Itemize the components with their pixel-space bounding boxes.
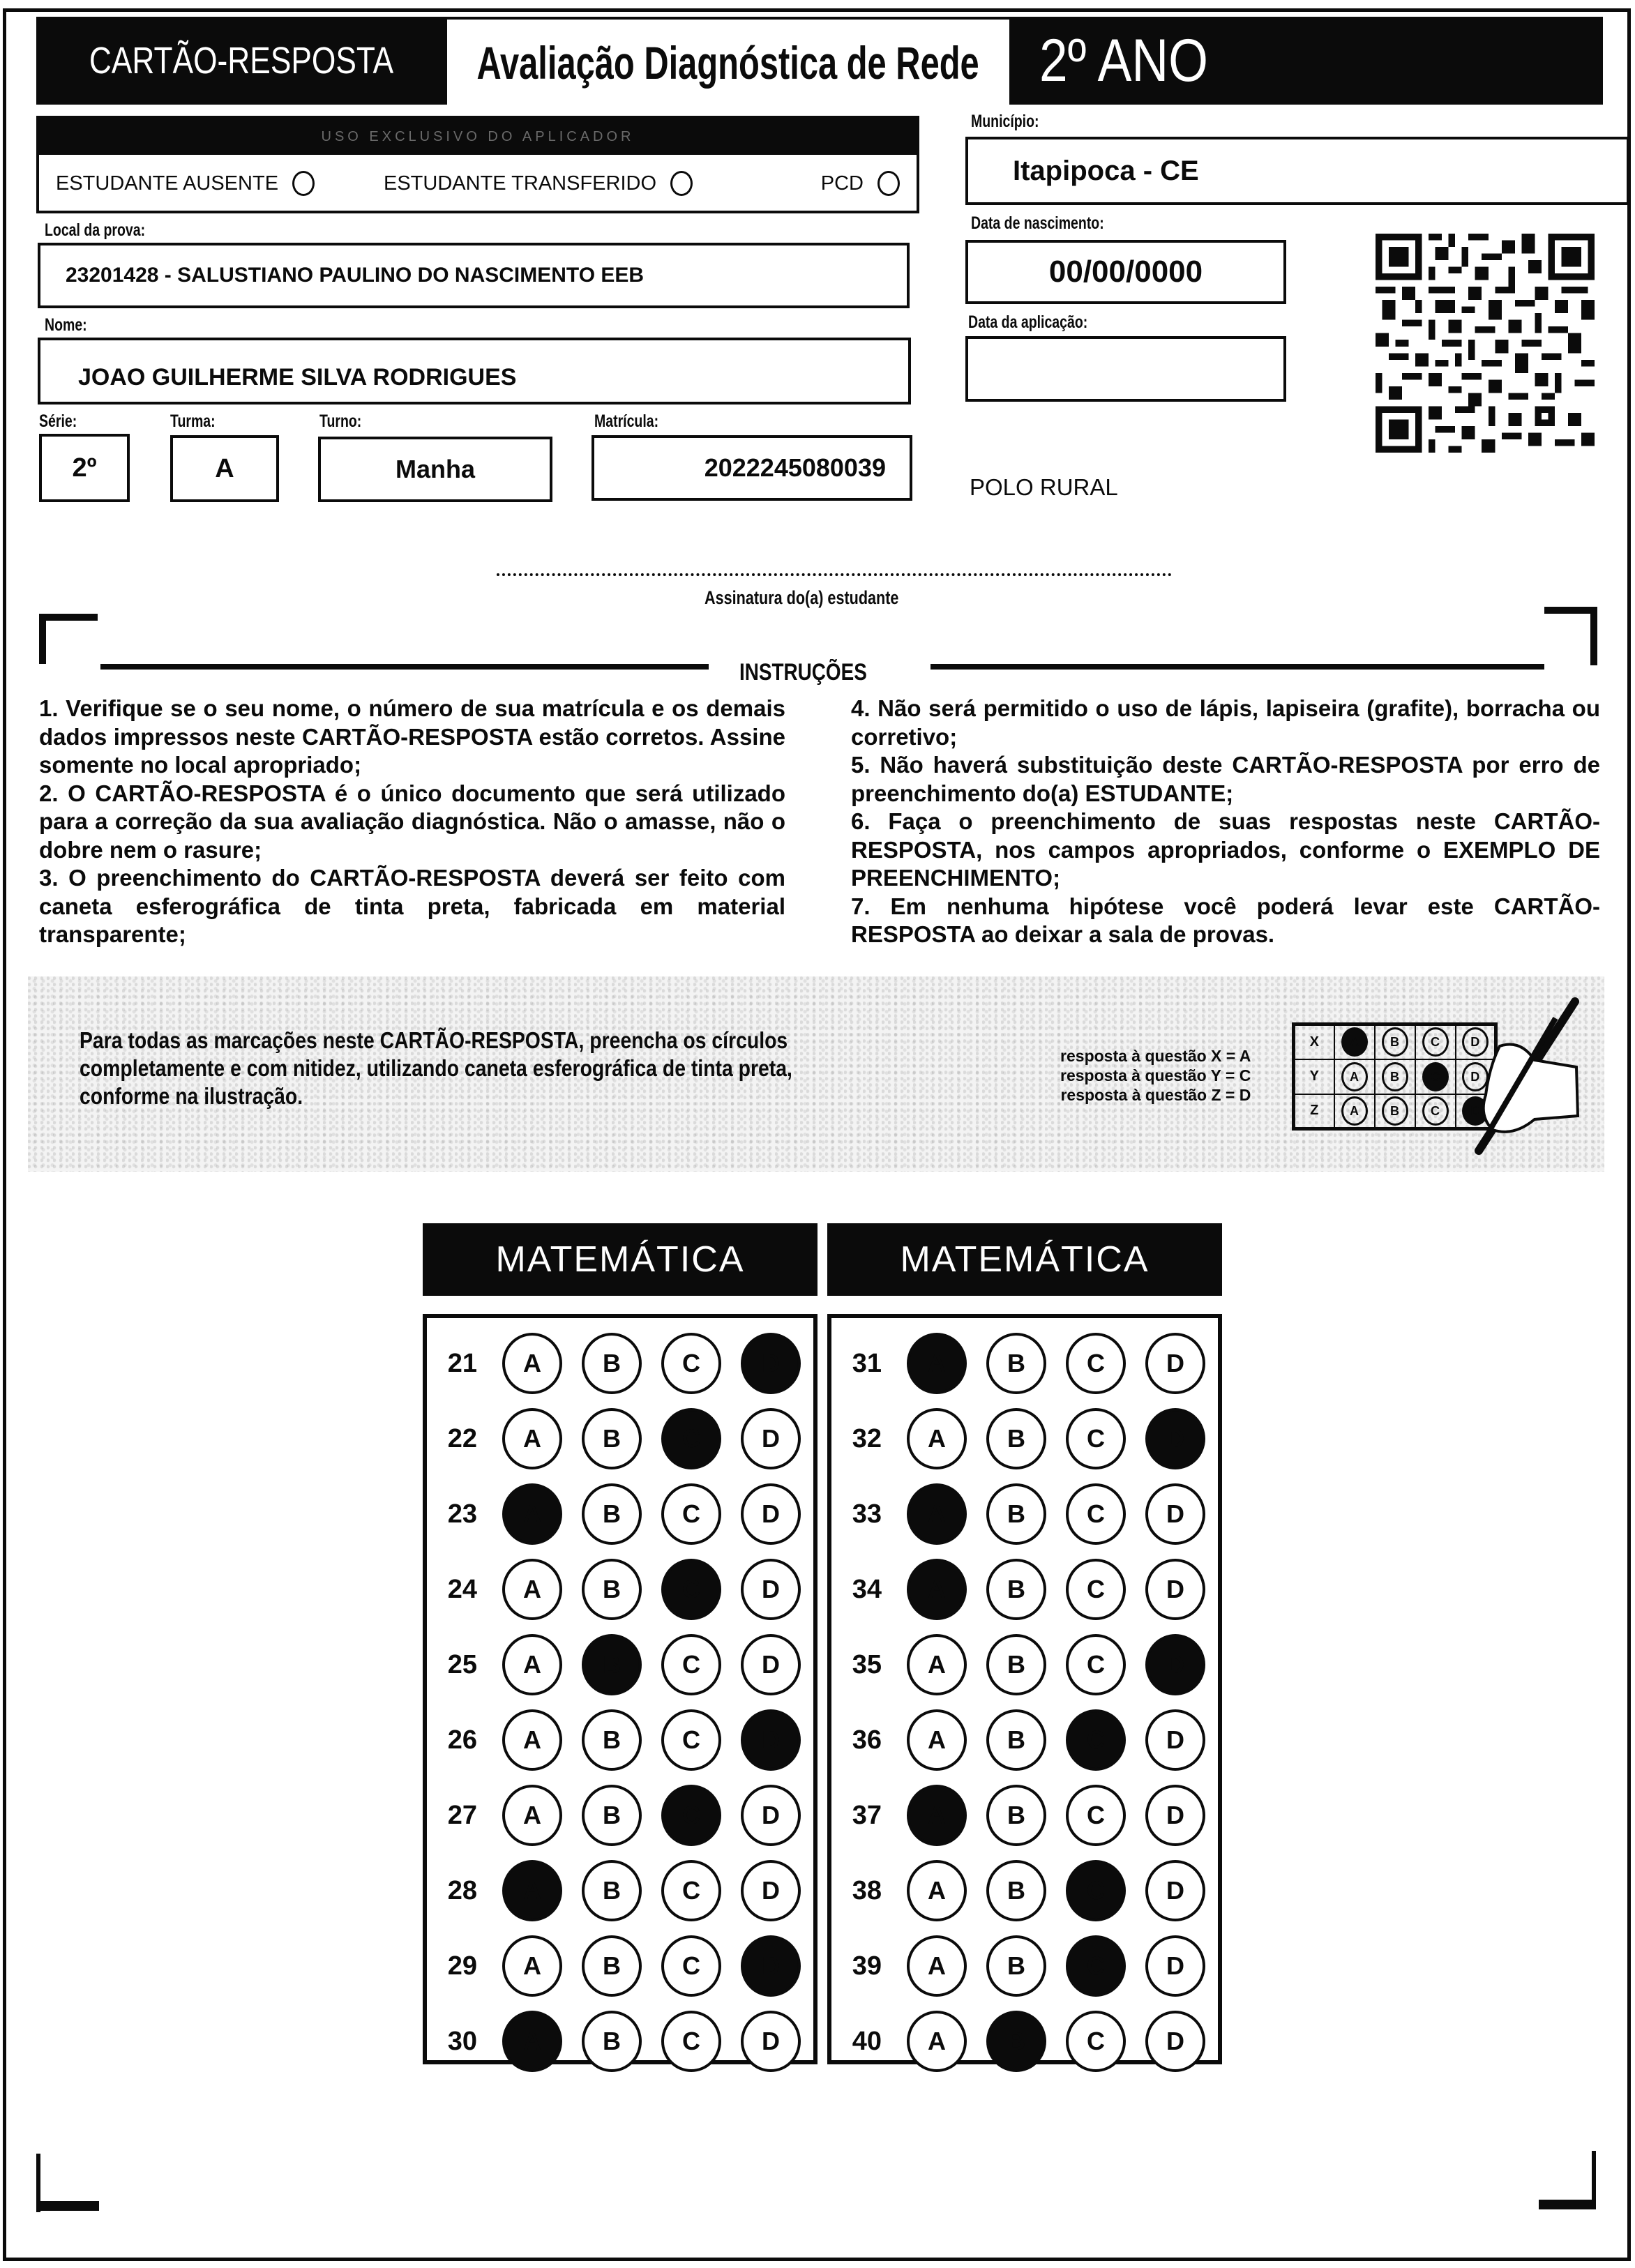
- local-value: 23201428 - SALUSTIANO PAULINO DO NASCIMENTO EEB: [66, 264, 645, 287]
- answer-bubble[interactable]: D: [741, 2011, 801, 2072]
- turma-value: A: [215, 453, 234, 483]
- answer-bubble-filled[interactable]: A: [907, 1785, 967, 1846]
- exam-title: Avaliação Diagnóstica de Rede: [476, 37, 980, 89]
- answer-bubble[interactable]: B: [986, 1333, 1046, 1394]
- answer-bubble[interactable]: D: [1145, 2011, 1205, 2072]
- question-number: 40: [852, 2026, 882, 2056]
- answer-bubble[interactable]: A: [907, 1634, 967, 1695]
- answer-bubble[interactable]: B: [582, 1408, 642, 1469]
- answer-bubble-filled[interactable]: C: [661, 1408, 721, 1469]
- serie-label: Série:: [39, 411, 77, 431]
- nascimento-value: 00/00/0000: [1048, 255, 1203, 289]
- answer-bubble[interactable]: A: [502, 1785, 562, 1846]
- nascimento-field: [965, 240, 1286, 304]
- question-number: 34: [852, 1574, 882, 1604]
- instructions-divider-left: [100, 664, 709, 670]
- question-row: [831, 1859, 1205, 1922]
- question-row: [427, 1859, 801, 1922]
- answer-bubble-filled[interactable]: A: [502, 1483, 562, 1545]
- answer-bubble[interactable]: C: [661, 2011, 721, 2072]
- question-row: [427, 1558, 801, 1621]
- answer-bubble[interactable]: B: [582, 1709, 642, 1771]
- example-bubble: A: [1341, 1096, 1368, 1126]
- answer-bubble[interactable]: C: [1066, 1634, 1126, 1695]
- question-row: [831, 1633, 1205, 1696]
- question-row: [427, 1407, 801, 1470]
- nascimento-label: Data de nascimento:: [971, 213, 1104, 233]
- answer-bubble[interactable]: B: [986, 1408, 1046, 1469]
- answer-bubble[interactable]: B: [986, 1935, 1046, 1997]
- instruction-item: 4. Não será permitido o uso de lápis, lapiseira (grafite), borracha ou corretivo;: [851, 695, 1600, 750]
- corner-marker-tr: [1544, 607, 1597, 614]
- answer-bubble[interactable]: B: [986, 1709, 1046, 1771]
- question-number: 37: [852, 1800, 882, 1830]
- example-bubble-filled: C: [1422, 1062, 1449, 1091]
- answer-bubble[interactable]: A: [502, 1559, 562, 1620]
- answer-bubble[interactable]: B: [986, 1483, 1046, 1545]
- question-number: 21: [447, 1348, 477, 1378]
- corner-marker-tl: [39, 614, 98, 621]
- corner-marker-tr: [1590, 607, 1597, 665]
- instructions-divider-right: [930, 664, 1544, 670]
- filling-example-keys: [1060, 1046, 1251, 1105]
- question-number: 23: [447, 1499, 477, 1529]
- card-title: CARTÃO-RESPOSTA: [89, 40, 394, 82]
- radio-circle[interactable]: [292, 171, 315, 196]
- instructions-left-column: [39, 695, 785, 949]
- question-number: 36: [852, 1725, 882, 1755]
- answer-bubble[interactable]: D: [741, 1408, 801, 1469]
- answer-bubble[interactable]: B: [582, 1333, 642, 1394]
- local-field: [38, 243, 910, 308]
- answer-bubble-filled[interactable]: D: [1145, 1408, 1205, 1469]
- question-row: [427, 2010, 801, 2073]
- turno-field: [318, 437, 552, 502]
- question-row: [831, 1332, 1205, 1395]
- question-number: 27: [447, 1800, 477, 1830]
- answer-bubble[interactable]: B: [986, 1634, 1046, 1695]
- instructions-right-column: [851, 695, 1600, 949]
- answer-bubble[interactable]: A: [502, 1709, 562, 1771]
- question-number: 38: [852, 1875, 882, 1905]
- answer-bubble[interactable]: B: [986, 1559, 1046, 1620]
- polo-label: POLO RURAL: [970, 474, 1118, 500]
- option-pcd[interactable]: [821, 171, 900, 196]
- answer-bubble-filled[interactable]: D: [741, 1935, 801, 1997]
- question-row: [831, 1709, 1205, 1771]
- question-number: 26: [447, 1725, 477, 1755]
- answer-bubble[interactable]: D: [1145, 1935, 1205, 1997]
- answer-bubble[interactable]: D: [741, 1559, 801, 1620]
- answer-bubble[interactable]: B: [986, 1860, 1046, 1921]
- qr-code-icon: [1376, 232, 1595, 455]
- example-bubble-filled: A: [1341, 1027, 1368, 1057]
- question-row: [427, 1332, 801, 1395]
- answer-bubble-filled[interactable]: D: [1145, 1634, 1205, 1695]
- answer-bubble[interactable]: A: [907, 1860, 967, 1921]
- answer-bubble[interactable]: C: [661, 1483, 721, 1545]
- answer-bubble[interactable]: C: [661, 1709, 721, 1771]
- answer-bubble[interactable]: D: [741, 1785, 801, 1846]
- answer-bubble-filled[interactable]: B: [986, 2011, 1046, 2072]
- subject-header-1: MATEMÁTICA: [423, 1223, 818, 1296]
- answer-bubble[interactable]: A: [502, 1333, 562, 1394]
- example-bubble: C: [1422, 1096, 1449, 1126]
- instruction-item: 7. Em nenhuma hipótese você poderá levar este CARTÃO-RESPOSTA ao deixar a sala de provas.: [851, 893, 1600, 947]
- answer-bubble[interactable]: B: [582, 1935, 642, 1997]
- radio-circle[interactable]: [670, 171, 693, 196]
- question-number: 32: [852, 1423, 882, 1453]
- corner-marker-tl: [39, 614, 46, 664]
- applicator-options: [56, 166, 900, 201]
- answer-bubble-filled[interactable]: A: [907, 1333, 967, 1394]
- answer-bubble[interactable]: B: [582, 1860, 642, 1921]
- example-question: X: [1294, 1025, 1334, 1059]
- answer-bubble[interactable]: D: [741, 1634, 801, 1695]
- question-row: [831, 2010, 1205, 2073]
- question-number: 35: [852, 1649, 882, 1679]
- answer-bubble[interactable]: C: [1066, 1333, 1126, 1394]
- municipio-field: [965, 137, 1629, 205]
- example-question: Y: [1294, 1059, 1334, 1094]
- question-row: [427, 1633, 801, 1696]
- answer-bubble[interactable]: A: [907, 1935, 967, 1997]
- answer-grid-1: [423, 1314, 818, 2064]
- applicator-box: [36, 116, 919, 213]
- filling-example-text: Para todas as marcações neste CARTÃO-RESPOSTA, preencha os círculos completamente e com nitidez, utilizando caneta esferográfica de tinta preta, conforme na ilustração.: [80, 1027, 792, 1109]
- option-label: PCD: [820, 172, 864, 195]
- answer-bubble[interactable]: C: [661, 1935, 721, 1997]
- example-bubble: C: [1422, 1027, 1449, 1057]
- question-number: 33: [852, 1499, 882, 1529]
- matricula-value: 2022245080039: [704, 453, 886, 482]
- answer-bubble[interactable]: D: [1145, 1559, 1205, 1620]
- answer-bubble[interactable]: A: [502, 1634, 562, 1695]
- answer-bubble-filled[interactable]: B: [582, 1634, 642, 1695]
- hand-pen-illustration-icon: [1451, 997, 1583, 1165]
- example-bubble: B: [1382, 1062, 1408, 1091]
- answer-grid-2: [827, 1314, 1222, 2064]
- answer-bubble[interactable]: C: [1066, 1408, 1126, 1469]
- answer-bubble[interactable]: B: [582, 1559, 642, 1620]
- municipio-value: Itapipoca - CE: [1013, 155, 1199, 186]
- answer-bubble-filled[interactable]: C: [661, 1785, 721, 1846]
- answer-bubble-filled[interactable]: A: [502, 1860, 562, 1921]
- answer-bubble[interactable]: C: [661, 1333, 721, 1394]
- answer-bubble-filled[interactable]: A: [907, 1483, 967, 1545]
- aplicacao-field[interactable]: [965, 336, 1286, 402]
- question-row: [831, 1483, 1205, 1545]
- question-number: 22: [447, 1423, 477, 1453]
- instruction-item: 1. Verifique se o seu nome, o número de sua matrícula e os demais dados impressos neste CARTÃO-RESPOSTA estão corretos. Assine somente no local apropriado;: [39, 695, 785, 778]
- instructions-title: INSTRUÇÕES: [739, 659, 867, 686]
- answer-bubble[interactable]: C: [1066, 1559, 1126, 1620]
- instruction-item: 3. O preenchimento do CARTÃO-RESPOSTA deverá ser feito com caneta esferográfica de tinta preta, fabricada em material transparente;: [39, 865, 785, 947]
- answer-bubble-filled[interactable]: A: [502, 2011, 562, 2072]
- corner-marker-bl: [36, 2201, 99, 2211]
- answer-bubble-filled[interactable]: C: [1066, 1709, 1126, 1771]
- answer-bubble[interactable]: D: [1145, 1709, 1205, 1771]
- answer-bubble[interactable]: B: [582, 1483, 642, 1545]
- question-number: 31: [852, 1348, 882, 1378]
- answer-bubble[interactable]: A: [907, 1408, 967, 1469]
- matricula-field: [592, 435, 912, 501]
- question-row: [427, 1935, 801, 1997]
- question-row: [831, 1558, 1205, 1621]
- instruction-item: 6. Faça o preenchimento de suas respostas neste CARTÃO-RESPOSTA, nos campos apropriados, conforme o EXEMPLO DE PREENCHIMENTO;: [851, 808, 1600, 891]
- turno-value: Manha: [395, 455, 475, 483]
- exam-title-box: [447, 20, 1009, 106]
- answer-bubble[interactable]: D: [1145, 1785, 1205, 1846]
- question-number: 39: [852, 1951, 882, 1981]
- answer-bubble[interactable]: D: [741, 1860, 801, 1921]
- subject-header-2: MATEMÁTICA: [827, 1223, 1222, 1296]
- question-row: [427, 1709, 801, 1771]
- serie-value: 2º: [72, 453, 97, 483]
- answer-bubble-filled[interactable]: D: [741, 1333, 801, 1394]
- example-bubble: B: [1382, 1096, 1408, 1126]
- example-bubble-filled: D: [1462, 1096, 1489, 1126]
- answer-bubble-filled[interactable]: A: [907, 1559, 967, 1620]
- answer-bubble[interactable]: B: [582, 1785, 642, 1846]
- answer-bubble[interactable]: C: [661, 1860, 721, 1921]
- answer-bubble[interactable]: D: [1145, 1860, 1205, 1921]
- answer-bubble[interactable]: A: [502, 1935, 562, 1997]
- answer-bubble[interactable]: D: [741, 1483, 801, 1545]
- question-row: [831, 1935, 1205, 1997]
- answer-bubble[interactable]: B: [582, 2011, 642, 2072]
- question-row: [831, 1407, 1205, 1470]
- turma-label: Turma:: [170, 411, 216, 431]
- aplicacao-label: Data da aplicação:: [968, 312, 1088, 332]
- answer-bubble[interactable]: A: [502, 1408, 562, 1469]
- question-number: 30: [447, 2026, 477, 2056]
- instruction-item: 5. Não haverá substituição deste CARTÃO-RESPOSTA por erro de preenchimento do(a) ESTUDANTE;: [851, 752, 1600, 806]
- example-question: Z: [1294, 1094, 1334, 1129]
- example-key: resposta à questão X = A: [1060, 1047, 1251, 1065]
- nome-label: Nome:: [45, 315, 87, 335]
- signature-line[interactable]: [497, 573, 1172, 576]
- question-number: 25: [447, 1649, 477, 1679]
- matricula-label: Matrícula:: [594, 411, 659, 431]
- question-number: 24: [447, 1574, 477, 1604]
- nome-field: [38, 338, 911, 405]
- applicator-title: USO EXCLUSIVO DO APLICADOR: [39, 119, 917, 155]
- option-estudante-ausente[interactable]: [56, 171, 384, 196]
- option-label: ESTUDANTE AUSENTE: [56, 172, 279, 195]
- answer-bubble[interactable]: C: [1066, 1785, 1126, 1846]
- municipio-label: Município:: [971, 112, 1039, 131]
- example-bubble: D: [1462, 1062, 1489, 1091]
- corner-marker-br: [1539, 2200, 1596, 2209]
- instruction-item: 2. O CARTÃO-RESPOSTA é o único documento que será utilizado para a correção da sua avaliação diagnóstica. Não o amasse, não o dobre nem o rasure;: [39, 780, 785, 863]
- answer-bubble-filled[interactable]: D: [741, 1709, 801, 1771]
- turma-field: [170, 435, 279, 502]
- answer-bubble[interactable]: C: [661, 1634, 721, 1695]
- answer-bubble[interactable]: C: [1066, 2011, 1126, 2072]
- question-row: [427, 1784, 801, 1847]
- question-row: [831, 1784, 1205, 1847]
- answer-bubble[interactable]: C: [1066, 1483, 1126, 1545]
- example-bubble: B: [1382, 1027, 1408, 1057]
- question-number: 29: [447, 1951, 477, 1981]
- signature-label: Assinatura do(a) estudante: [705, 587, 899, 608]
- nome-value: JOAO GUILHERME SILVA RODRIGUES: [78, 363, 517, 391]
- question-number: 28: [447, 1875, 477, 1905]
- option-label: ESTUDANTE TRANSFERIDO: [384, 172, 657, 195]
- answer-bubble[interactable]: A: [907, 1709, 967, 1771]
- example-bubble: A: [1341, 1062, 1368, 1091]
- example-key: resposta à questão Y = C: [1060, 1066, 1251, 1084]
- option-estudante-transferido[interactable]: [384, 171, 816, 196]
- example-key: resposta à questão Z = D: [1060, 1086, 1251, 1104]
- example-bubble: D: [1462, 1027, 1489, 1057]
- grade-label: 2º ANO: [1039, 27, 1209, 94]
- answer-bubble[interactable]: D: [1145, 1333, 1205, 1394]
- answer-bubble-filled[interactable]: C: [661, 1559, 721, 1620]
- answer-bubble[interactable]: B: [986, 1785, 1046, 1846]
- answer-bubble-filled[interactable]: C: [1066, 1860, 1126, 1921]
- answer-bubble[interactable]: D: [1145, 1483, 1205, 1545]
- question-row: [427, 1483, 801, 1545]
- serie-field: [39, 434, 130, 502]
- answer-bubble-filled[interactable]: C: [1066, 1935, 1126, 1997]
- radio-circle[interactable]: [877, 171, 900, 196]
- turno-label: Turno:: [319, 411, 362, 431]
- answer-bubble[interactable]: A: [907, 2011, 967, 2072]
- local-label: Local da prova:: [45, 220, 146, 240]
